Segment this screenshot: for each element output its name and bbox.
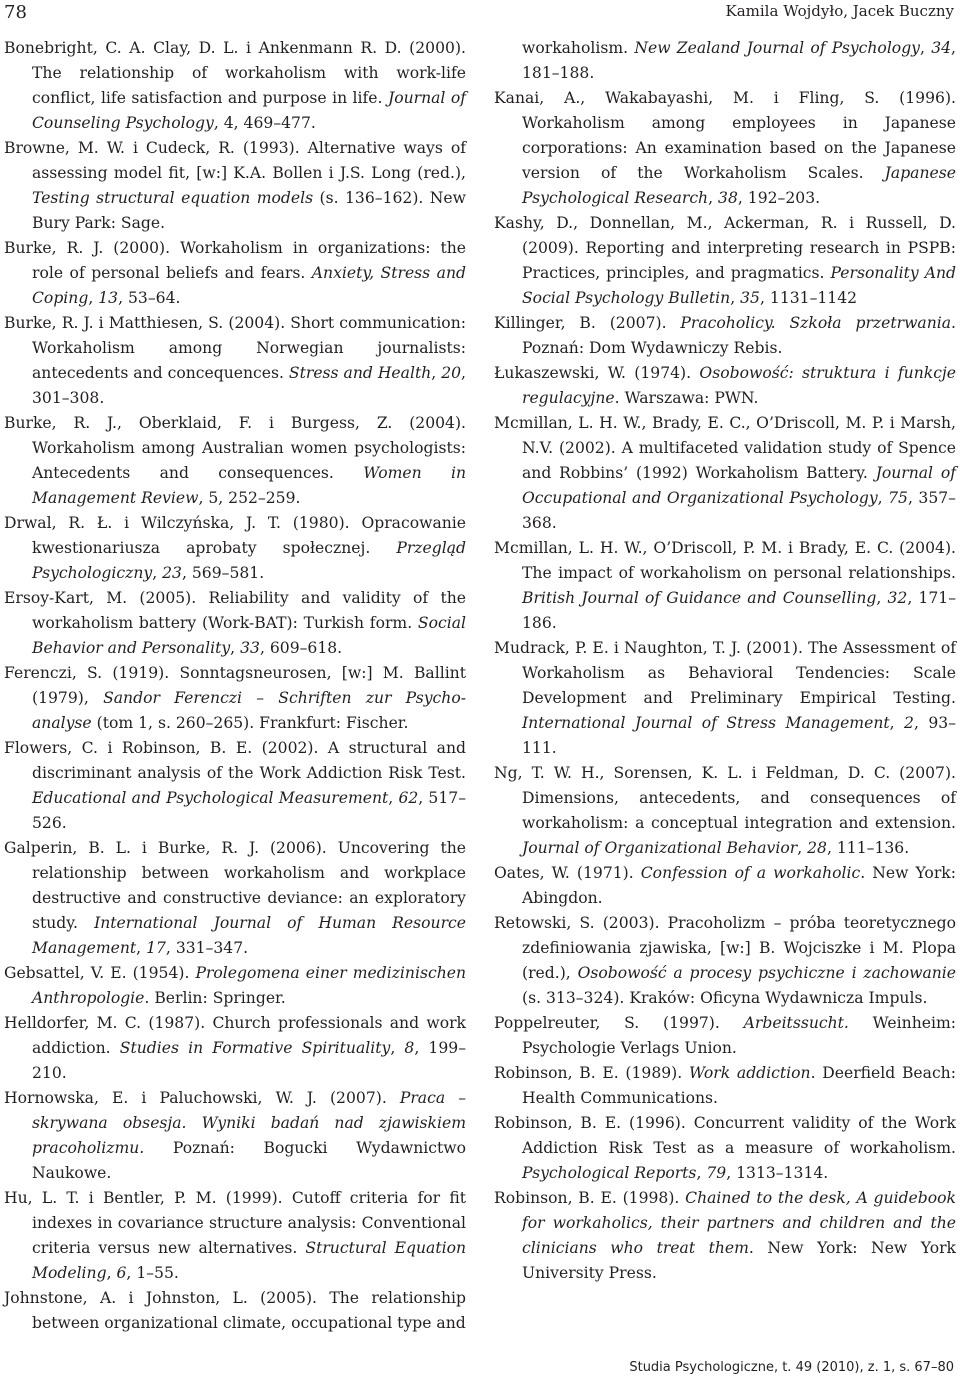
reference-text: ,: [136, 939, 147, 957]
reference-italic-text: 32: [887, 589, 908, 607]
reference-text: Poznań: Bogucki Wydawnictwo Naukowe.: [32, 1139, 466, 1182]
reference-italic-text: Psychological Reports: [522, 1164, 697, 1182]
reference-text: Retowski, S. (2003). Pracoholizm – próba teoretycznego zdefiniowania zjawiska, [w:] B. Wojciszke i M. Plopa (red.),: [494, 914, 956, 982]
reference-italic-text: Structural Equation Modeling: [32, 1239, 467, 1282]
reference-entry: [494, 1186, 956, 1286]
reference-text: . Warszawa: PWN.: [614, 389, 759, 407]
reference-text: (s. 313–324). Kraków: Oficyna Wydawnicza Impuls.: [522, 989, 928, 1007]
reference-text: , 357–368.: [522, 489, 956, 532]
reference-italic-text: 13: [98, 289, 119, 307]
reference-entry: [494, 536, 956, 636]
reference-entry: [494, 861, 956, 911]
reference-entry: [494, 361, 956, 411]
reference-text: Ng, T. W. H., Sorensen, K. L. i Feldman, D. C. (2007). Dimensions, antecedents, and consequences of workaholism: a conceptual integration and extension.: [494, 764, 956, 832]
reference-italic-text: Stress and Health: [288, 364, 432, 382]
journal-footer: Studia Psychologiczne, t. 49 (2010), z. 1, s. 67–80: [629, 1360, 954, 1375]
reference-italic-text: Studies in Formative Spirituality: [119, 1039, 391, 1057]
reference-text: , 517–526.: [32, 789, 466, 832]
running-header-authors: Kamila Wojdyło, Jacek Buczny: [725, 2, 954, 20]
reference-text: , 331–347.: [165, 939, 249, 957]
reference-entry: [4, 736, 466, 836]
reference-text: . New York: Abingdon.: [522, 864, 956, 907]
reference-italic-text: Japanese Psychological Research: [522, 164, 956, 207]
reference-entry: [4, 236, 466, 311]
reference-entry: [4, 411, 466, 511]
reference-italic-text: Testing structural equation models: [32, 189, 314, 207]
reference-text: ,: [388, 789, 399, 807]
reference-text: ,: [708, 189, 719, 207]
reference-text: Killinger, B. (2007).: [494, 314, 681, 332]
reference-text: , 199–210.: [32, 1039, 466, 1082]
reference-text: Robinson, B. E. (1996). Concurrent validity of the Work Addiction Risk Test as a measure of workaholism.: [494, 1114, 956, 1157]
reference-italic-text: Sandor Ferenczi – Schriften zur Psycho-analyse: [32, 689, 466, 732]
reference-italic-text: 6: [116, 1264, 127, 1282]
reference-text: Bonebright, C. A. Clay, D. L. i Ankenmann R. D. (2000). The relationship of workaholism with work-life conflict, life satisfaction and purpose in life.: [4, 39, 466, 107]
reference-italic-text: Arbeitssucht.: [743, 1014, 849, 1032]
reference-italic-text: Journal of Counseling Psychology: [32, 89, 466, 132]
reference-text: Kanai, A., Wakabayashi, M. i Fling, S. (1996). Workaholism among employees in Japanese corporations: An examination based on the Japanese version of the Workaholism Scales.: [494, 89, 956, 182]
reference-text: (tom 1, s. 260–265). Frankfurt: Fischer.: [91, 714, 409, 732]
reference-italic-text: International Journal of Stress Management: [522, 714, 890, 732]
reference-italic-text: Women in Management Review: [32, 464, 466, 507]
reference-italic-text: 2: [904, 714, 914, 732]
reference-text: Mudrack, P. E. i Naughton, T. J. (2001). The Assessment of Workaholism as Behavioral Tendencies: Scale Development and Preliminary Empirical Testing.: [494, 639, 956, 707]
reference-text: Oates, W. (1971).: [494, 864, 641, 882]
reference-italic-text: Work addiction: [688, 1064, 811, 1082]
reference-entry: [494, 1061, 956, 1111]
reference-italic-text: 33: [240, 639, 260, 657]
reference-continuation: [494, 36, 956, 86]
reference-text: , 93–111.: [522, 714, 956, 757]
reference-text: Robinson, B. E. (1998).: [494, 1189, 686, 1207]
reference-text: , 1–55.: [126, 1264, 179, 1282]
reference-entry: [494, 211, 956, 311]
reference-text: Galperin, B. L. i Burke, R. J. (2006). Uncovering the relationship between workaholism and workplace destructive and constructive deviance: an exploratory study.: [4, 839, 466, 932]
reference-italic-text: Osobowość: struktura i funkcje regulacyjne: [522, 364, 956, 407]
reference-text: Łukaszewski, W. (1974).: [494, 364, 700, 382]
references-right-column: [494, 36, 956, 1286]
reference-text: Poppelreuter, S. (1997).: [494, 1014, 744, 1032]
reference-entry: [4, 36, 466, 136]
reference-text: Hu, L. T. i Bentler, P. M. (1999). Cutoff criteria for fit indexes in covariance structure analysis: Conventional criteria versus new alternatives.: [4, 1189, 466, 1257]
reference-text: Burke, R. J., Oberklaid, F. i Burgess, Z. (2004). Workaholism among Australian women psychologists: Antecedents and consequences.: [4, 414, 466, 482]
reference-entry: [4, 586, 466, 661]
reference-text: , 609–618.: [259, 639, 343, 657]
reference-text: ,: [920, 39, 932, 57]
reference-italic-text: Confession of a workaholic: [640, 864, 861, 882]
reference-text: ,: [88, 289, 99, 307]
reference-entry: [494, 86, 956, 211]
reference-italic-text: International Journal of Human Resource Management: [32, 914, 466, 957]
reference-text: Hornowska, E. i Paluchowski, W. J. (2007).: [4, 1089, 400, 1107]
reference-text: Mcmillan, L. H. W., O’Driscoll, P. M. i Brady, E. C. (2004). The impact of workaholism on personal relationships.: [494, 539, 956, 582]
reference-italic-text: Pracoholicy. Szkoła przetrwania.: [680, 314, 956, 332]
reference-italic-text: 79: [706, 1164, 727, 1182]
reference-text: , 53–64.: [118, 289, 181, 307]
reference-text: Poznań: Dom Wydawniczy Rebis.: [522, 339, 783, 357]
reference-entry: [4, 311, 466, 411]
reference-italic-text: 20: [441, 364, 462, 382]
reference-italic-text: New Zealand Journal of Psychology: [634, 39, 920, 57]
reference-entry: [494, 911, 956, 1011]
reference-text: New York: New York University Press.: [522, 1239, 956, 1282]
reference-text: ,: [730, 289, 741, 307]
reference-italic-text: Educational and Psychological Measurement: [32, 789, 389, 807]
reference-text: Flowers, C. i Robinson, B. E. (2002). A structural and discriminant analysis of the Work Addiction Risk Test.: [4, 739, 466, 782]
reference-italic-text: 28: [807, 839, 827, 857]
reference-entry: [494, 411, 956, 536]
reference-italic-text: 34: [931, 39, 952, 57]
reference-entry: [4, 1286, 466, 1336]
reference-entry: [4, 1086, 466, 1186]
reference-italic-text: 62: [398, 789, 419, 807]
reference-text: Gebsattel, V. E. (1954).: [4, 964, 196, 982]
reference-text: , 111–136.: [826, 839, 910, 857]
reference-italic-text: 17: [146, 939, 166, 957]
reference-italic-text: Chained to the desk, A guidebook for workaholics, their partners and children and the clinicians who treat them.: [522, 1189, 956, 1257]
reference-text: Kashy, D., Donnellan, M., Ackerman, R. i Russell, D. (2009). Reporting and interpreting research in PSPB: Practices, principles, and pragmatics.: [494, 214, 956, 282]
reference-text: workaholism.: [522, 39, 635, 57]
page-number: 78: [4, 2, 27, 23]
reference-text: ,: [152, 564, 163, 582]
reference-italic-text: 38: [718, 189, 738, 207]
reference-entry: [4, 136, 466, 236]
reference-entry: [494, 761, 956, 861]
reference-text: Burke, R. J. (2000). Workaholism in organizations: the role of personal beliefs and fears.: [4, 239, 466, 282]
reference-italic-text: Praca – skrywana obsesja. Wyniki badań nad zjawiskiem pracoholizmu.: [32, 1089, 467, 1157]
reference-italic-text: British Journal of Guidance and Counselling: [522, 589, 877, 607]
reference-text: . Berlin: Springer.: [144, 989, 286, 1007]
reference-italic-text: 35: [740, 289, 760, 307]
reference-italic-text: Osobowość a procesy psychiczne i zachowanie: [577, 964, 956, 982]
reference-text: Burke, R. J. i Matthiesen, S. (2004). Short communication: Workaholism among Norwegian journalists: antecedents and concequences.: [4, 314, 466, 382]
reference-text: Ferenczi, S. (1919). Sonntagsneurosen, [w:] M. Ballint (1979),: [4, 664, 466, 707]
reference-italic-text: 23: [162, 564, 182, 582]
reference-text: Mcmillan, L. H. W., Brady, E. C., O’Driscoll, M. P. i Marsh, N.V. (2002). A multifaceted validation study of Spence and Robbins’ (1992) Workaholism Battery.: [494, 414, 956, 482]
reference-entry: [494, 636, 956, 761]
reference-text: (s. 136–162). New Bury Park: Sage.: [32, 189, 467, 232]
reference-text: , 5, 252–259.: [198, 489, 301, 507]
reference-text: , 171–186.: [522, 589, 956, 632]
reference-italic-text: Social Behavior and Personality: [32, 614, 466, 657]
reference-text: Johnstone, A. i Johnston, L. (2005). The relationship between organizational climate, occupational type and: [4, 1289, 466, 1332]
references-left-column: [4, 36, 466, 1336]
reference-italic-text: Personality And Social Psychology Bulletin: [522, 264, 957, 307]
reference-text: , 301–308.: [32, 364, 467, 407]
reference-text: , 181–188.: [522, 39, 957, 82]
reference-italic-text: 8: [404, 1039, 415, 1057]
reference-text: ,: [431, 364, 442, 382]
reference-italic-text: Przegląd Psychologiczny: [32, 539, 466, 582]
reference-entry: [4, 511, 466, 586]
reference-text: ,: [876, 589, 888, 607]
reference-entry: [4, 836, 466, 961]
reference-italic-text: Journal of Occupational and Organizational Psychology: [522, 464, 956, 507]
reference-italic-text: Anxiety, Stress and Coping: [32, 264, 466, 307]
reference-text: , 4, 469–477.: [213, 114, 316, 132]
reference-italic-text: Prolegomena einer medizinischen Anthropologie: [32, 964, 467, 1007]
reference-text: ,: [889, 714, 905, 732]
reference-entry: [4, 1011, 466, 1086]
reference-entry: [494, 311, 956, 361]
reference-text: Robinson, B. E. (1989).: [494, 1064, 689, 1082]
reference-text: , 192–203.: [737, 189, 821, 207]
reference-text: Ersoy-Kart, M. (2005). Reliability and validity of the workaholism battery (Work-BAT): Turkish form.: [4, 589, 466, 632]
reference-entry: [494, 1111, 956, 1186]
reference-text: ,: [877, 489, 889, 507]
reference-text: Helldorfer, M. C. (1987). Church professionals and work addiction.: [4, 1014, 466, 1057]
reference-text: , 569–581.: [181, 564, 265, 582]
reference-text: Browne, M. W. i Cudeck, R. (1993). Alternative ways of assessing model fit, [w:] K.A. Bollen i J.S. Long (red.),: [4, 139, 466, 182]
reference-entry: [4, 961, 466, 1011]
reference-text: . Deerfield Beach: Health Communications.: [522, 1064, 956, 1107]
reference-entry: [4, 1186, 466, 1286]
reference-italic-text: Journal of Organizational Behavior: [522, 839, 798, 857]
reference-entry: [4, 661, 466, 736]
reference-text: ,: [106, 1264, 117, 1282]
reference-text: Weinheim: Psychologie Verlags Union.: [522, 1014, 956, 1057]
reference-italic-text: 75: [888, 489, 908, 507]
reference-text: ,: [390, 1039, 405, 1057]
reference-text: ,: [797, 839, 808, 857]
reference-text: , 1313–1314.: [726, 1164, 829, 1182]
reference-text: ,: [696, 1164, 707, 1182]
reference-text: Drwal, R. Ł. i Wilczyńska, J. T. (1980). Opracowanie kwestionariusza aprobaty społecznej.: [4, 514, 466, 557]
reference-entry: [494, 1011, 956, 1061]
reference-text: ,: [230, 639, 241, 657]
reference-text: , 1131–1142: [759, 289, 858, 307]
